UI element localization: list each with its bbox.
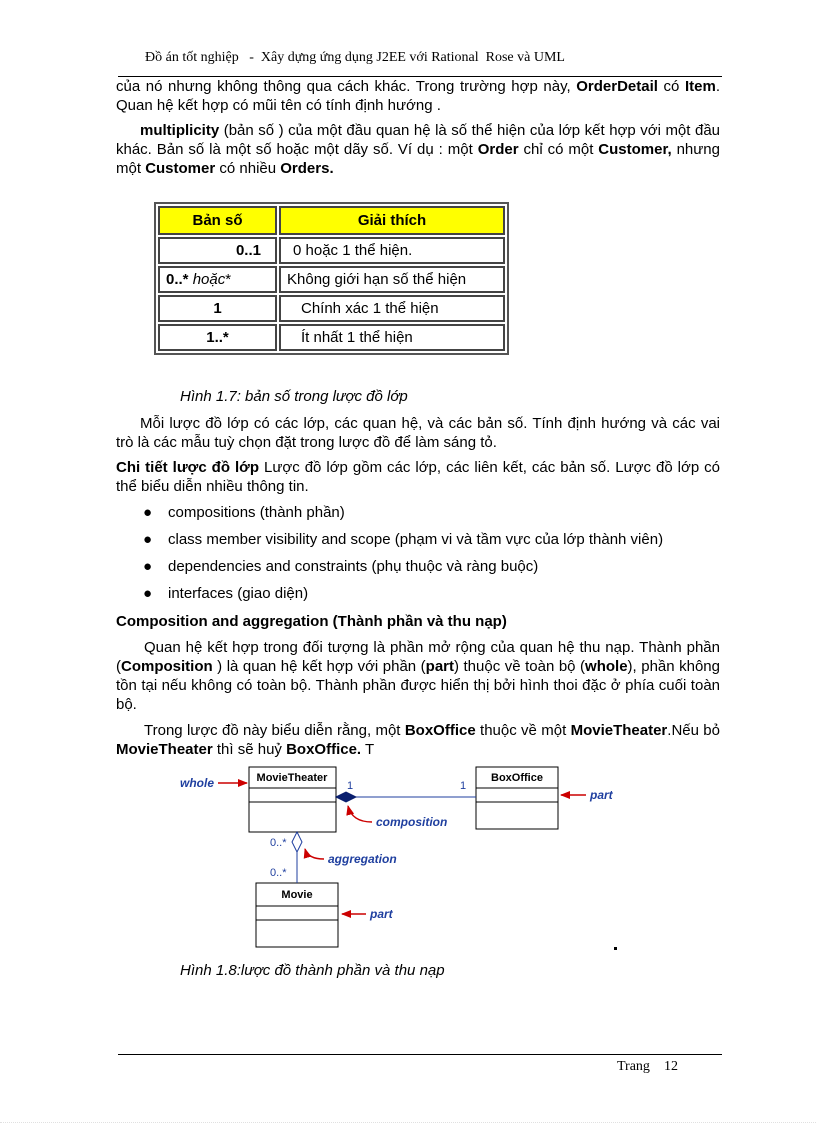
bullet-icon: ● — [143, 504, 153, 521]
annotation-aggregation: aggregation — [328, 852, 397, 866]
composition-diamond — [336, 792, 356, 802]
multiplicity-label: 0..* — [270, 837, 287, 849]
footer-rule — [118, 1054, 722, 1055]
bullet-icon: ● — [143, 531, 153, 548]
list-item: ● dependencies and constraints (phụ thuộc và ràng buộc) — [143, 558, 539, 575]
class-name-movietheater: MovieTheater — [256, 772, 328, 784]
aggregation-diamond — [292, 832, 302, 852]
table-cell: Ít nhất 1 thể hiện — [279, 324, 505, 351]
bullet-icon: ● — [143, 585, 153, 602]
paragraph-class-detail: Chi tiết lược đồ lớp Lược đồ lớp gồm các lớp, các liên kết, các bản số. Lược đồ lớp có thể biểu diễn nhiều thông tin. — [116, 459, 721, 495]
annotation-part: part — [370, 907, 393, 921]
table-header: Giải thích — [279, 206, 505, 235]
page-header: Đồ án tốt nghiệp - Xây dựng ứng dụng J2EE với Rational Rose và UML — [145, 50, 565, 65]
table-cell: Không giới hạn số thể hiện — [279, 266, 505, 293]
section-title: Composition and aggregation (Thành phần và thu nạp) — [116, 613, 507, 630]
annotation-part: part — [590, 788, 613, 802]
page-number: 12 — [663, 1059, 678, 1074]
paragraph-composition: Quan hệ kết hợp trong đối tượng là phần mở rộng của quan hệ thu nạp. Thành phần (Composition ) là quan hệ kết hợp với phần (part) thuộc về toàn bộ (whole), phần không tồn tại nếu không có toàn bộ. Thành phần được hiển thị bởi hình thoi đặc ở phía cuối toàn bộ. — [116, 639, 720, 713]
list-item: ● compositions (thành phần) — [143, 504, 345, 521]
list-item: ● interfaces (giao diện) — [143, 585, 309, 602]
class-boxoffice — [476, 767, 558, 829]
figure-caption: Hình 1.8:lược đồ thành phần và thu nạp — [180, 962, 445, 979]
paragraph-multiplicity: multiplicity (bản số ) của một đầu quan hệ là số thể hiện của lớp kết hợp với một đầu khác. Bản số là một số hoặc một dãy số. Ví dụ : một Order chỉ có một Customer, nhưng một Customer có nhiều Orders. — [116, 122, 720, 177]
table-cell: 0..* hoặc* — [158, 266, 277, 293]
multiplicity-label: 1 — [347, 780, 354, 792]
bullet-icon: ● — [143, 558, 153, 575]
stray-mark — [614, 947, 617, 950]
paragraph-class-diagram: Mỗi lược đồ lớp có các lớp, các quan hệ, và các bản số. Tính định hướng và các vai trò là các mẫu tuỳ chọn đặt trong lược đồ để làm sáng tỏ. — [116, 415, 720, 451]
table-cell: 1..* — [158, 324, 277, 351]
table-cell: Chính xác 1 thể hiện — [279, 295, 505, 322]
page-label: Trang — [617, 1059, 650, 1074]
class-name-boxoffice: BoxOffice — [491, 772, 543, 784]
arrow-icon — [305, 849, 324, 859]
page-footer — [617, 1059, 678, 1075]
list-item: ● class member visibility and scope (phạm vi và tầm vực của lớp thành viên) — [143, 531, 664, 548]
multiplicity-label: 0..* — [270, 867, 287, 879]
paragraph-intro: của nó nhưng không thông qua cách khác. Trong trường hợp này, OrderDetail có Item. Quan hệ kết hợp có mũi tên có tính định hướng . — [116, 78, 720, 114]
paragraph-example: Trong lược đồ này biểu diễn rằng, một BoxOffice thuộc về một MovieTheater.Nếu bỏ MovieTheater thì sẽ huỷ BoxOffice. T — [116, 722, 720, 758]
table-cell: 1 — [158, 295, 277, 322]
table-header: Bản số — [158, 206, 277, 235]
class-movie — [256, 883, 338, 947]
table-cell: 0..1 — [158, 237, 277, 264]
class-name-movie: Movie — [281, 889, 313, 901]
annotation-composition: composition — [376, 815, 448, 829]
annotation-whole: whole — [180, 776, 215, 790]
table-cell: 0 hoặc 1 thể hiện. — [279, 237, 505, 264]
multiplicity-label: 1 — [460, 780, 467, 792]
class-movietheater — [249, 767, 336, 832]
figure-caption: Hình 1.7: bản số trong lược đồ lớp — [180, 388, 408, 405]
arrow-icon — [348, 806, 372, 822]
